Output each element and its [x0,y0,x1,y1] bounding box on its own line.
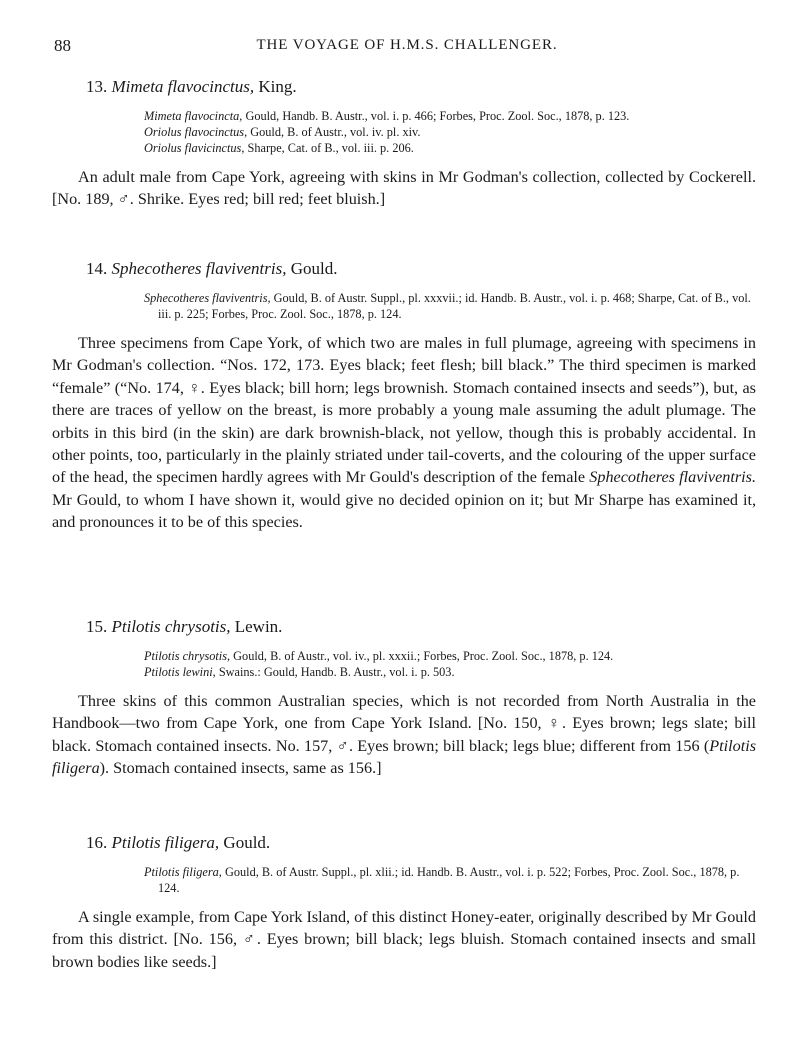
synonymy-references [52,648,756,680]
species-authority: Gould. [290,259,338,278]
text-run: ). Stomach contained insects, same as 156.] [99,759,382,778]
species-entry-13 [52,76,756,211]
entry-number: 13. [86,77,108,96]
entry-number: 15. [86,617,108,636]
species-entry-16 [52,832,756,973]
text-run: Three specimens from Cape York, of which two are males in full plumage, agreeing with specimens in Mr Godman's collection. “Nos. 172, 173. Eyes black; feet flesh; bill black.” The third specimen is marked “female” (“No. 174, ♀. Eyes black; bill horn; legs brownish. Stomach contained insects and seeds”), but, as there are traces of yellow on the breast, is more probably a young male assuming the adult plumage. The orbits in this bird (in the skin) are dark brownish-black, not yellow, though this is probably accidental. In other points, too, particularly in the plainly striated under tail-coverts, and the colouring of the upper surface of the head, the specimen hardly agrees with Mr Gould's description of the female [52,334,756,487]
entry-heading [52,258,756,280]
species-name: Sphecotheres flaviventris, [111,259,287,278]
entry-description [52,166,756,211]
reference-line [144,864,756,896]
reference-taxon: Oriolus flavicinctus, [144,141,245,155]
reference-citation: Gould, B. of Austr. Suppl., pl. xlii.; id. Handb. B. Austr., vol. i. p. 522; Forbes, Proc. Zool. Soc., 1878, p. 124. [158,865,740,895]
reference-citation: Sharpe, Cat. of B., vol. iii. p. 206. [247,141,414,155]
text-run: An adult male from Cape York, agreeing with skins in Mr Godman's collection, collected by Cockerell. [No. 189, ♂. Shrike. Eyes red; bill red; feet bluish.] [52,168,756,209]
reference-line [144,290,756,322]
reference-taxon: Ptilotis filigera, [144,865,222,879]
text-run: Three skins of this common Australian species, which is not recorded from North Australia in the Handbook—two from Cape York, one from Cape York Island. [No. 150, ♀. Eyes brown; legs slate; bill black. Stomach contained insects. No. 157, ♂. Eyes brown; bill black; legs blue; different from 156 ( [52,692,756,755]
synonymy-references [52,290,756,322]
reference-citation: Gould, B. of Austr., vol. iv., pl. xxxii.; Forbes, Proc. Zool. Soc., 1878, p. 124. [233,649,614,663]
species-name: Ptilotis chrysotis, [111,617,231,636]
entry-heading [52,616,756,638]
text-run-italic: Ptilotis filigera [52,736,756,778]
species-name: Mimeta flavocinctus, [111,77,255,96]
entry-number: 14. [86,259,108,278]
text-run-italic: Sphecotheres flaviventris. [589,468,756,487]
reference-line [144,140,756,156]
page-number: 88 [54,36,71,55]
reference-taxon: Mimeta flavocincta, [144,109,243,123]
entry-heading [52,76,756,98]
reference-line [144,648,756,664]
reference-line [144,664,756,680]
entry-description [52,690,756,780]
reference-citation: Gould, Handb. B. Austr., vol. i. p. 466; Forbes, Proc. Zool. Soc., 1878, p. 123. [245,109,630,123]
running-title: THE VOYAGE OF H.M.S. CHALLENGER. [256,37,558,53]
text-run: A single example, from Cape York Island, of this distinct Honey-eater, originally described by Mr Gould from this district. [No. 156, ♂. Eyes brown; bill black; legs bluish. Stomach contained insects and small brown bodies like seeds.] [52,908,756,971]
species-name: Ptilotis filigera, [111,833,220,852]
reference-taxon: Ptilotis chrysotis, [144,649,231,663]
species-authority: King. [258,77,297,96]
synonymy-references [52,864,756,896]
entry-number: 16. [86,833,108,852]
synonymy-references [52,108,756,156]
reference-citation: Gould, B. of Austr. Suppl., pl. xxxvii.; id. Handb. B. Austr., vol. i. p. 468; Sharpe, Cat. of B., vol. iii. p. 225; Forbes, Proc. Zool. Soc., 1878, p. 124. [158,291,751,321]
reference-taxon: Sphecotheres flaviventris, [144,291,271,305]
reference-citation: Gould, B. of Austr., vol. iv. pl. xiv. [250,125,421,139]
page-header [54,36,760,58]
species-authority: Lewin. [234,617,283,636]
reference-citation: Swains.: Gould, Handb. B. Austr., vol. i. p. 503. [218,665,455,679]
reference-taxon: Ptilotis lewini, [144,665,216,679]
species-entry-14 [52,258,756,534]
reference-line [144,108,756,124]
entry-description [52,332,756,534]
reference-taxon: Oriolus flavocinctus, [144,125,248,139]
reference-line [144,124,756,140]
entry-description [52,906,756,973]
species-authority: Gould. [223,833,271,852]
entry-heading [52,832,756,854]
text-run: Mr Gould, to whom I have shown it, would give no decided opinion on it; but Mr Sharpe has examined it, and pronounces it to be of this species. [52,490,756,532]
species-entry-15 [52,616,756,780]
